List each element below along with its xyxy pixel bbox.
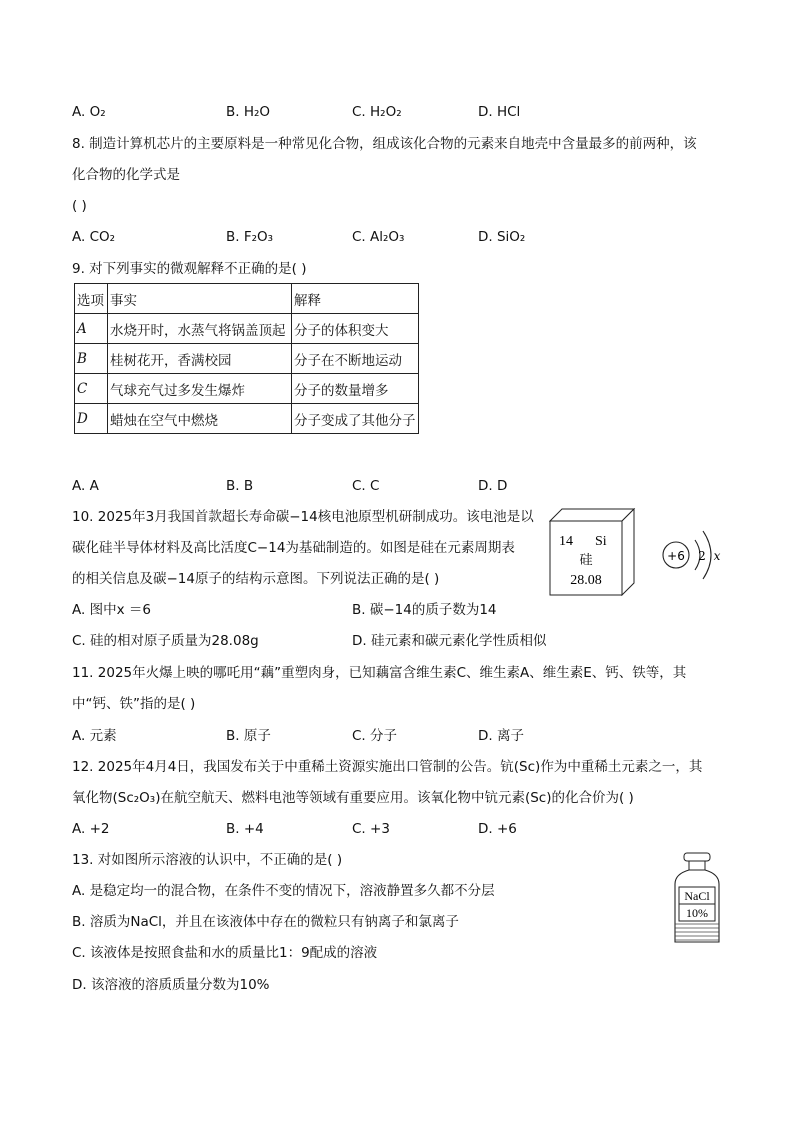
q8-option-a: A. CO₂ (72, 229, 116, 245)
q9-row-explanation: 分子的体积变大 (292, 314, 419, 344)
q8-stem-line2: 化合物的化学式是 (72, 167, 180, 183)
bottle-label-percent: 10% (686, 906, 708, 920)
element-atomic-number: 14 (559, 534, 573, 549)
element-symbol: Si (595, 534, 607, 549)
q11-option-a: A. 元素 (72, 728, 117, 744)
q9-option-b: B. B (226, 478, 254, 494)
q10-stem-line2: 碳化硅半导体材料及高比活度C−14为基础制造的。如图是硅在元素周期表 (72, 540, 515, 556)
q9-row-fact: 桂树花开，香满校园 (108, 344, 292, 374)
q9-row-fact: 蜡烛在空气中燃烧 (108, 404, 292, 434)
q8-stem-line1: 8. 制造计算机芯片的主要原料是一种常见化合物，组成该化合物的元素来自地壳中含量最多的前两种，该 (72, 136, 697, 152)
q10-option-d: D. 硅元素和碳元素化学性质相似 (352, 633, 547, 649)
q9-option-d: D. D (478, 478, 508, 494)
q9-row-option: A (75, 314, 108, 344)
shell-1-electrons: 2 (698, 549, 706, 563)
shell-2-electrons: x (713, 549, 721, 563)
q7-option-c: C. H₂O₂ (352, 104, 402, 120)
q9-table (74, 283, 419, 434)
q12-stem-line1: 12. 2025年4月4日，我国发布关于中重稀土资源实施出口管制的公告。钪(Sc)作为中重稀土元素之一，其 (72, 759, 703, 775)
q9-row-option: D (75, 404, 108, 434)
q11-option-d: D. 离子 (478, 728, 524, 744)
q9-header-fact: 事实 (108, 284, 292, 314)
q8-option-d: D. SiO₂ (478, 229, 526, 245)
q13-option-b: B. 溶质为NaCl，并且在该液体中存在的微粒只有钠离子和氯离子 (72, 914, 459, 930)
q9-table-header (75, 284, 419, 314)
nacl-solution-bottle (672, 852, 722, 944)
table-row (75, 314, 419, 344)
q12-option-c: C. +3 (352, 821, 390, 837)
q11-option-b: B. 原子 (226, 728, 271, 744)
q7-option-b: B. H₂O (226, 104, 271, 120)
q9-row-explanation: 分子在不断地运动 (292, 344, 419, 374)
q8-option-c: C. Al₂O₃ (352, 229, 405, 245)
q9-option-c: C. C (352, 478, 380, 494)
q13-option-a: A. 是稳定均一的混合物，在条件不变的情况下，溶液静置多久都不分层 (72, 883, 495, 899)
q12-option-a: A. +2 (72, 821, 110, 837)
q10-option-a: A. 图中x ＝6 (72, 602, 151, 618)
q9-row-explanation: 分子的数量增多 (292, 374, 419, 404)
q9-row-explanation: 分子变成了其他分子 (292, 404, 419, 434)
q9-row-option: C (75, 374, 108, 404)
q13-option-d: D. 该溶液的溶质质量分数为10% (72, 977, 270, 993)
q13-stem: 13. 对如图所示溶液的认识中，不正确的是( ) (72, 852, 343, 868)
q9-row-fact: 水烧开时，水蒸气将锅盖顶起 (108, 314, 292, 344)
table-row (75, 344, 419, 374)
q11-stem-line2: 中“钙、铁”指的是( ) (72, 696, 196, 712)
q9-header-option: 选项 (75, 284, 108, 314)
q11-option-c: C. 分子 (352, 728, 398, 744)
q9-row-fact: 气球充气过多发生爆炸 (108, 374, 292, 404)
q7-option-a: A. O₂ (72, 104, 106, 120)
q7-option-d: D. HCl (478, 104, 521, 120)
q11-stem-line1: 11. 2025年火爆上映的哪吒用“藕”重塑肉身，已知藕富含维生素C、维生素A、维生素E、钙、铁等，其 (72, 665, 687, 681)
q10-stem-line3: 的相关信息及碳−14原子的结构示意图。下列说法正确的是( ) (72, 571, 440, 587)
table-row (75, 404, 419, 434)
q9-option-a: A. A (72, 478, 99, 494)
q10-stem-line1: 10. 2025年3月我国首款超长寿命碳−14核电池原型机研制成功。该电池是以 (72, 509, 534, 525)
table-row (75, 374, 419, 404)
q8-answer-paren: ( ) (72, 198, 87, 214)
q10-option-c: C. 硅的相对原子质量为28.08g (72, 633, 259, 649)
q8-option-b: B. F₂O₃ (226, 229, 274, 245)
q12-option-d: D. +6 (478, 821, 517, 837)
carbon-14-atom-diagram (655, 522, 727, 588)
q9-row-option: B (75, 344, 108, 374)
silicon-element-cell (549, 508, 637, 596)
nucleus-charge: +6 (667, 549, 685, 563)
element-name: 硅 (579, 553, 593, 568)
bottle-label-solute: NaCl (684, 889, 710, 903)
q13-option-c: C. 该液体是按照食盐和水的质量比1：9配成的溶液 (72, 945, 378, 961)
q12-stem-line2: 氧化物(Sc₂O₃)在航空航天、燃料电池等领域有重要应用。该氧化物中钪元素(Sc)的化合价为( ) (72, 790, 634, 806)
q12-option-b: B. +4 (226, 821, 264, 837)
q9-header-explanation: 解释 (292, 284, 419, 314)
q10-option-b: B. 碳−14的质子数为14 (352, 602, 497, 618)
element-mass: 28.08 (570, 573, 602, 588)
q9-stem: 9. 对下列事实的微观解释不正确的是( ) (72, 261, 307, 277)
